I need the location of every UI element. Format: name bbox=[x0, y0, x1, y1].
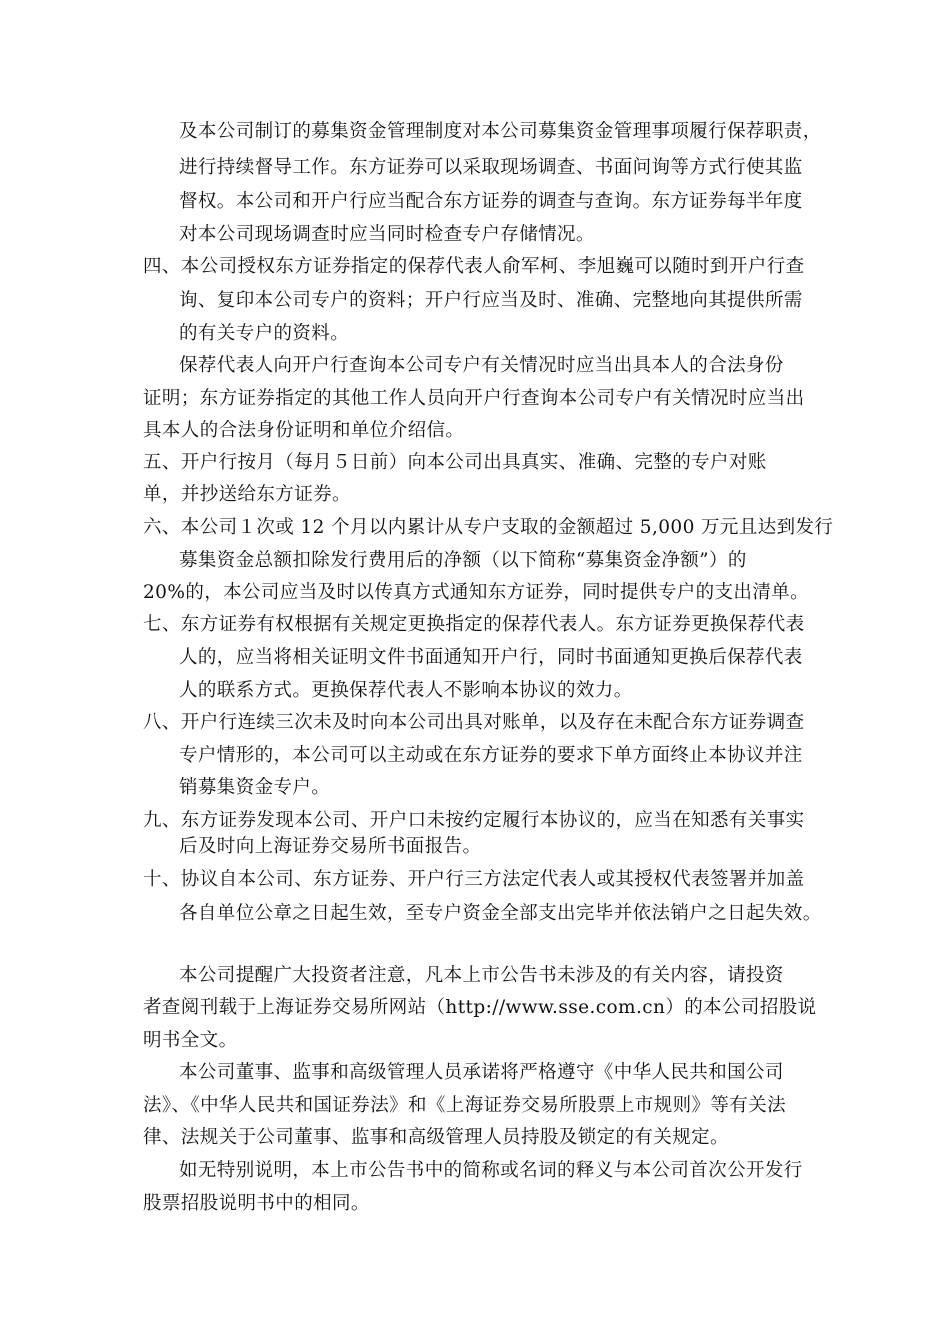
notice-1-line-1: 本公司提醒广大投资者注意，凡本上市公告书未涉及的有关内容，请投资 bbox=[179, 965, 784, 986]
clause-7-line-1: 七、东方证券有权根据有关规定更换指定的保荐代表人。东方证券更换保荐代表 bbox=[143, 614, 805, 635]
clause-8-line-3: 销募集资金专户。 bbox=[179, 777, 331, 798]
continuation-line-3: 督权。本公司和开户行应当配合东方证券的调查与查询。东方证券每半年度 bbox=[179, 191, 803, 212]
clause-7-line-2: 人的，应当将相关证明文件书面通知开户行，同时书面通知更换后保荐代表 bbox=[179, 647, 803, 668]
clause-5-line-2: 单，并抄送给东方证券。 bbox=[143, 484, 351, 505]
clause-4-line-3: 的有关专户的资料。 bbox=[179, 323, 350, 344]
clause-4-paragraph-line-1: 保荐代表人向开户行查询本公司专户有关情况时应当出具本人的合法身份 bbox=[179, 355, 784, 376]
clause-4-line-1: 四、本公司授权东方证券指定的保荐代表人俞军柯、李旭巍可以随时到开户行查 bbox=[143, 256, 805, 277]
clause-4-line-2: 询、复印本公司专户的资料；开户行应当及时、准确、完整地向其提供所需 bbox=[179, 290, 803, 311]
clause-4-paragraph-line-2: 证明；东方证券指定的其他工作人员向开户行查询本公司专户有关情况时应当出 bbox=[143, 388, 805, 409]
continuation-line-1: 及本公司制订的募集资金管理制度对本公司募集资金管理事项履行保荐职责， bbox=[179, 121, 822, 142]
continuation-line-2: 进行持续督导工作。东方证券可以采取现场调查、书面问询等方式行使其监 bbox=[179, 157, 803, 178]
clause-5-line-1: 五、开户行按月（每月５日前）向本公司出具真实、准确、完整的专户对账 bbox=[143, 452, 767, 473]
clause-8-line-1: 八、开户行连续三次未及时向本公司出具对账单，以及存在未配合东方证券调查 bbox=[143, 712, 805, 733]
notice-3-line-2: 股票招股说明书中的相同。 bbox=[143, 1193, 370, 1214]
clause-6-line-1: 六、本公司１次或 12 个月以内累计从专户支取的金额超过 5,000 万元且达到发行 bbox=[143, 517, 834, 538]
clause-7-line-3: 人的联系方式。更换保荐代表人不影响本协议的效力。 bbox=[179, 680, 633, 701]
clause-8-line-2: 专户情形的，本公司可以主动或在东方证券的要求下单方面终止本协议并注 bbox=[179, 745, 803, 766]
clause-9-line-1: 九、东方证券发现本公司、开户口未按约定履行本协议的，应当在知悉有关事实 bbox=[143, 810, 805, 831]
clause-10-line-1: 十、协议自本公司、东方证券、开户行三方法定代表人或其授权代表签署并加盖 bbox=[143, 869, 805, 890]
notice-1-line-2: 者查阅刊载于上海证券交易所网站（http://www.sse.com.cn）的本公司招股说 bbox=[143, 997, 817, 1018]
clause-10-line-2: 各自单位公章之日起生效，至专户资金全部支出完毕并依法销户之日起失效。 bbox=[179, 903, 822, 924]
notice-3-line-1: 如无特别说明，本上市公告书中的简称或名词的释义与本公司首次公开发行 bbox=[179, 1160, 803, 1181]
notice-2-line-3: 律、法规关于公司董事、监事和高级管理人员持股及锁定的有关规定。 bbox=[143, 1127, 729, 1148]
notice-2-line-1: 本公司董事、监事和高级管理人员承诺将严格遵守《中华人民共和国公司 bbox=[179, 1062, 784, 1083]
clause-9-line-2: 后及时向上海证券交易所书面报告。 bbox=[179, 836, 482, 857]
continuation-line-4: 对本公司现场调查时应当同时检查专户存储情况。 bbox=[179, 224, 595, 245]
clause-6-line-2: 募集资金总额扣除发行费用后的净额（以下简称“募集资金净额”）的 bbox=[179, 550, 747, 571]
notice-1-line-3: 明书全文。 bbox=[143, 1030, 238, 1051]
clause-6-line-3: 20%的，本公司应当及时以传真方式通知东方证券，同时提供专户的支出清单。 bbox=[143, 582, 810, 603]
clause-4-paragraph-line-3: 具本人的合法身份证明和单位介绍信。 bbox=[143, 420, 465, 441]
notice-2-line-2: 法》、《中华人民共和国证券法》和《上海证券交易所股票上市规则》等有关法 bbox=[143, 1095, 787, 1116]
